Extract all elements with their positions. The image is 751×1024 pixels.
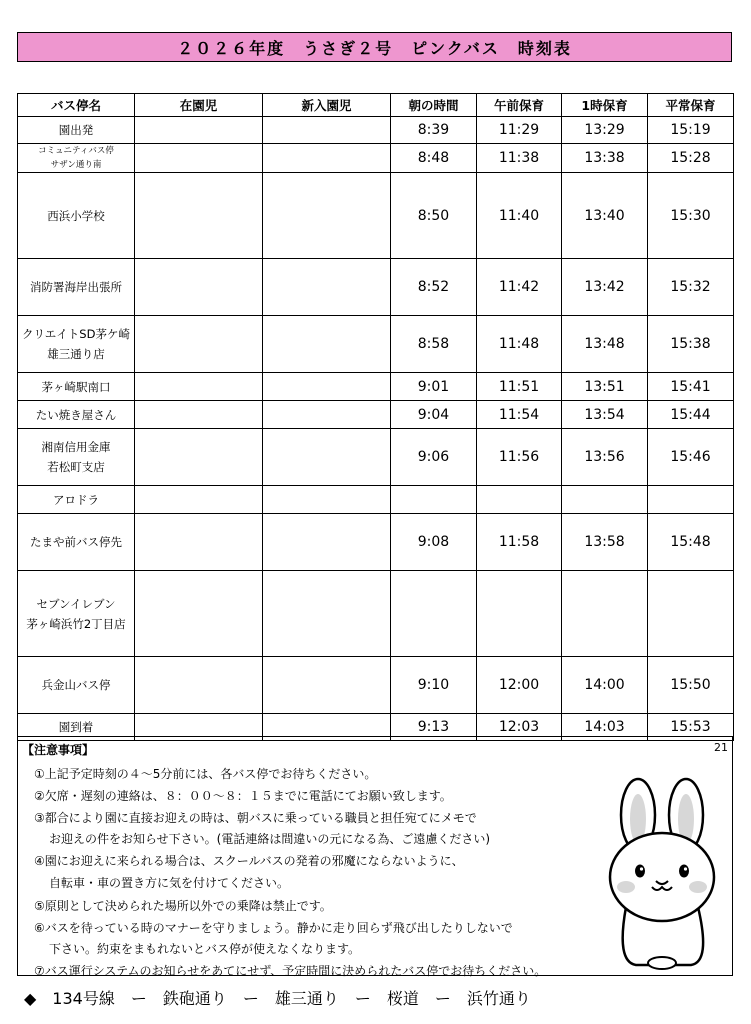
stop-name-cell — [18, 117, 135, 144]
table-row — [18, 316, 734, 373]
current-children-cell — [135, 316, 263, 373]
table-row — [18, 117, 734, 144]
col-header-1pm: 1時保育 — [562, 94, 648, 117]
am-time-cell — [477, 571, 562, 657]
note-line: 下さい。約束をまもれないとバス停が使えなくなります。 — [49, 942, 361, 956]
note-line: ⑦バス運行システムのお知らせをあてにせず、予定時間に決められたバス停でお待ちください。 — [34, 964, 547, 978]
table-row — [18, 429, 734, 486]
am-time-cell: 11:29 — [477, 117, 562, 144]
morning-time-cell: 9:13 — [391, 714, 477, 741]
new-children-cell — [263, 571, 391, 657]
new-children-cell — [263, 486, 391, 514]
table-row — [18, 144, 734, 173]
note-line: ⑤原則として決められた場所以外での乗降は禁止です。 — [34, 899, 332, 913]
morning-time-cell: 8:58 — [391, 316, 477, 373]
onepm-time-cell: 13:40 — [562, 173, 648, 259]
notes-box — [17, 736, 733, 976]
new-children-cell — [263, 401, 391, 429]
morning-time-cell: 8:39 — [391, 117, 477, 144]
morning-time-cell: 9:01 — [391, 373, 477, 401]
stop-name-cell — [18, 486, 135, 514]
current-children-cell — [135, 429, 263, 486]
stop-name-cell — [18, 657, 135, 714]
stop-name-line: 茅ヶ崎浜竹2丁目店 — [26, 616, 126, 631]
onepm-time-cell: 13:54 — [562, 401, 648, 429]
stop-name-line: 消防署海岸出張所 — [30, 280, 122, 294]
table-row — [18, 401, 734, 429]
morning-time-cell: 9:06 — [391, 429, 477, 486]
new-children-cell — [263, 657, 391, 714]
onepm-time-cell — [562, 486, 648, 514]
onepm-time-cell: 13:29 — [562, 117, 648, 144]
note-line: 自転車・車の置き方に気を付けてください。 — [49, 876, 290, 890]
table-row — [18, 173, 734, 259]
table-row — [18, 514, 734, 571]
current-children-cell — [135, 571, 263, 657]
note-line: ②欠席・遅刻の連絡は、８：００～８：１５までに電話にてお願い致します。 — [34, 789, 452, 803]
regular-time-cell: 15:46 — [648, 429, 734, 486]
morning-time-cell: 9:08 — [391, 514, 477, 571]
rabbit-illustration — [596, 777, 726, 972]
am-time-cell: 12:00 — [477, 657, 562, 714]
stop-name-cell — [18, 173, 135, 259]
note-line: ③都合により園に直接お迎えの時は、朝バスに乗っている職員と担任宛てにメモで — [34, 811, 477, 825]
onepm-time-cell: 13:51 — [562, 373, 648, 401]
morning-time-cell: 8:52 — [391, 259, 477, 316]
stop-name-line: 雄三通り店 — [47, 347, 105, 361]
stop-name-line: 西浜小学校 — [47, 208, 105, 223]
regular-time-cell: 15:53 — [648, 714, 734, 741]
am-time-cell: 12:03 — [477, 714, 562, 741]
am-time-cell: 11:48 — [477, 316, 562, 373]
new-children-cell — [263, 373, 391, 401]
morning-time-cell — [391, 571, 477, 657]
page-title: ２０２６年度 うさぎ２号 ピンクバス 時刻表 — [177, 38, 572, 58]
table-row — [18, 571, 734, 657]
stop-name-line: クリエイトSD茅ケ崎 — [22, 327, 130, 341]
current-children-cell — [135, 173, 263, 259]
am-time-cell: 11:40 — [477, 173, 562, 259]
regular-time-cell: 15:19 — [648, 117, 734, 144]
new-children-cell — [263, 173, 391, 259]
current-children-cell — [135, 144, 263, 173]
new-children-cell — [263, 144, 391, 173]
table-header-row — [18, 94, 734, 117]
col-header-stop: バス停名 — [18, 94, 135, 117]
note-line: お迎えの件をお知らせ下さい。(電話連絡は間違いの元になる為、ご遠慮ください) — [49, 832, 491, 846]
morning-time-cell: 9:10 — [391, 657, 477, 714]
current-children-cell — [135, 486, 263, 514]
stop-name-cell — [18, 316, 135, 373]
new-children-cell — [263, 429, 391, 486]
stop-name-cell — [18, 401, 135, 429]
stop-name-cell — [18, 144, 135, 173]
am-time-cell — [477, 486, 562, 514]
page-number: 21 — [714, 741, 728, 754]
table-row — [18, 373, 734, 401]
current-children-cell — [135, 401, 263, 429]
regular-time-cell: 15:32 — [648, 259, 734, 316]
regular-time-cell — [648, 486, 734, 514]
stop-name-cell — [18, 259, 135, 316]
onepm-time-cell: 13:42 — [562, 259, 648, 316]
am-time-cell: 11:38 — [477, 144, 562, 173]
stop-name-cell — [18, 571, 135, 657]
stop-name-line: 兵金山バス停 — [41, 678, 111, 692]
morning-time-cell — [391, 486, 477, 514]
am-time-cell: 11:56 — [477, 429, 562, 486]
onepm-time-cell: 13:38 — [562, 144, 648, 173]
col-header-morning: 朝の時間 — [391, 94, 477, 117]
current-children-cell — [135, 373, 263, 401]
new-children-cell — [263, 259, 391, 316]
stop-name-line: 湘南信用金庫 — [41, 440, 111, 454]
new-children-cell — [263, 117, 391, 144]
stop-name-line: セブンイレブン — [36, 596, 116, 611]
col-header-current: 在園児 — [135, 94, 263, 117]
current-children-cell — [135, 259, 263, 316]
new-children-cell — [263, 514, 391, 571]
onepm-time-cell: 13:58 — [562, 514, 648, 571]
am-time-cell: 11:58 — [477, 514, 562, 571]
stop-name-line: たい焼き屋さん — [35, 407, 117, 422]
am-time-cell: 11:42 — [477, 259, 562, 316]
current-children-cell — [135, 657, 263, 714]
new-children-cell — [263, 316, 391, 373]
note-line: ⑥バスを待っている時のマナーを守りましょう。静かに走り回らず飛び出したりしないで — [34, 921, 513, 935]
stop-name-line: 園到着 — [58, 720, 94, 734]
regular-time-cell: 15:44 — [648, 401, 734, 429]
onepm-time-cell: 13:48 — [562, 316, 648, 373]
onepm-time-cell — [562, 571, 648, 657]
route-line: ◆ 134号線 ー 鉄砲通り ー 雄三通り ー 桜道 ー 浜竹通り — [24, 989, 531, 1008]
stop-name-line: サザン通り南 — [50, 160, 102, 170]
regular-time-cell: 15:28 — [648, 144, 734, 173]
col-header-new: 新入園児 — [263, 94, 391, 117]
col-header-regular: 平常保育 — [648, 94, 734, 117]
table-row — [18, 486, 734, 514]
regular-time-cell: 15:30 — [648, 173, 734, 259]
onepm-time-cell: 13:56 — [562, 429, 648, 486]
stop-name-cell — [18, 373, 135, 401]
note-line: ①上記予定時刻の４～5分前には、各バス停でお待ちください。 — [34, 767, 377, 781]
regular-time-cell — [648, 571, 734, 657]
stop-name-cell — [18, 429, 135, 486]
timetable-title-bar — [17, 32, 732, 62]
regular-time-cell: 15:38 — [648, 316, 734, 373]
table-row — [18, 259, 734, 316]
bus-timetable — [17, 93, 734, 741]
stop-name-line: 若松町支店 — [47, 460, 105, 474]
current-children-cell — [135, 514, 263, 571]
onepm-time-cell: 14:03 — [562, 714, 648, 741]
morning-time-cell: 9:04 — [391, 401, 477, 429]
stop-name-line: 園出発 — [58, 123, 94, 137]
morning-time-cell: 8:48 — [391, 144, 477, 173]
stop-name-cell — [18, 514, 135, 571]
onepm-time-cell: 14:00 — [562, 657, 648, 714]
col-header-am: 午前保育 — [477, 94, 562, 117]
regular-time-cell: 15:48 — [648, 514, 734, 571]
note-line: ④園にお迎えに来られる場合は、スクールバスの発着の邪魔にならないように、 — [34, 854, 464, 868]
stop-name-line: 茅ヶ崎駅南口 — [41, 379, 111, 394]
stop-name-line: コミュニティバス停 — [38, 146, 114, 156]
am-time-cell: 11:54 — [477, 401, 562, 429]
table-row — [18, 657, 734, 714]
regular-time-cell: 15:50 — [648, 657, 734, 714]
stop-name-line: アロドラ — [53, 492, 99, 507]
notes-heading: 【注意事項】 — [22, 743, 95, 757]
regular-time-cell: 15:41 — [648, 373, 734, 401]
morning-time-cell: 8:50 — [391, 173, 477, 259]
am-time-cell: 11:51 — [477, 373, 562, 401]
current-children-cell — [135, 117, 263, 144]
stop-name-line: たまや前バス停先 — [30, 535, 122, 549]
